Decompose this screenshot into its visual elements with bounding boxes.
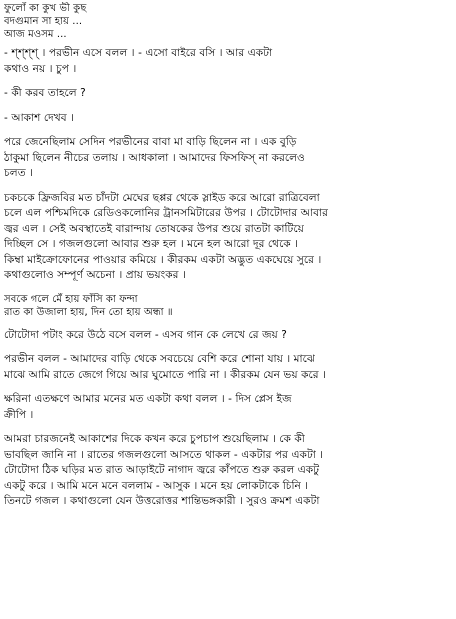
paragraph-10 (4, 392, 450, 423)
text-line: চকচকে ফ্রিজবির মত চাঁদটা মেঘের ছপ্পর থেকে স্লাইড করে আরো রাত্রিবেলা (4, 191, 320, 204)
text-line: ঠাকুমা ছিলেন নীচের তলায় । আধকালা । আমাদের ফিসফিস্‌ না করলেও (4, 151, 305, 164)
text-line: আমরা চারজনেই আকাশের দিকে কখন করে চুপচাপ শুয়েছিলাম । কে কী (4, 433, 305, 445)
text-line: কিম্বা মাইক্রোফোনের পাওয়ার কমিয়ে । কীরকম একটা অদ্ভুত একঘেয়ে সুরে । (4, 253, 322, 266)
text-line: তিনটে গজল । কথাগুলো যেন উত্তরোত্তর শান্তিভঙ্গকারী । সুরও ক্রমশ একটা (4, 495, 320, 507)
text-line: ভাবছিল জানি না । রাতের গজলগুলো আসতে থাকল - একটার পর একটা । (4, 448, 324, 461)
text-line: পরে জেনেছিলাম সেদিন পরভীনের বাবা মা বাড়ি ছিলেন না । এক বুড়ি (4, 136, 297, 148)
text-line: পরভীন বলল - আমাদের বাড়ি থেকে সবচেয়ে বেশি করে শোনা যায় । মাঝে (4, 353, 315, 365)
text-line: কথাও নয় । চুপ । (4, 62, 77, 75)
text-line: - শ্‌শ্‌শ্‌শ্‌ । পরভীন এসে বলল । - এসো বাইরে বসি । আর একটা (4, 47, 273, 59)
paragraph-3 (4, 86, 450, 102)
text-line: ক্ষরিনা এতক্ষণে আমার মনের মত একটা কথা বলল । - দিস প্লেস ইজ (4, 393, 292, 405)
text-line: সবকে গলে মেঁ হায় ফাঁসি কা ফন্দা (4, 293, 138, 305)
text-line: চলত । (4, 167, 33, 179)
paragraph-2 (4, 46, 450, 77)
text-line: আজ মওসম ... (4, 29, 67, 40)
text-line: জ্বর এল । সেই অবস্থাতেই বারান্দায় তোষকের উপর শুয়ে রাতটা কাটিয়ে (4, 222, 304, 235)
paragraph-6 (4, 191, 450, 284)
text-line: কথাগুলোও সম্পূর্ণ অচেনা । প্রায় ভয়ংকর । (4, 269, 186, 281)
text-line: রাত কা উজালা হায়, দিন তো হায় অন্ধা ॥ (4, 306, 173, 318)
paragraph-8 (4, 328, 450, 344)
verse-paragraph-7 (4, 293, 450, 319)
text-line: মাঝে আমি রাতে জেগে গিয়ে আর ঘুমোতে পারি না । কীরকম যেন ভয় করে । (4, 368, 326, 381)
text-line: একটু করে । আমি মনে মনে বললাম - আসুক । মনে হয় লোকটাকে চিনি । (4, 479, 309, 492)
verse-paragraph-1 (4, 2, 450, 41)
paragraph-4 (4, 111, 450, 127)
text-line: টোটোদা ঠিক ঘড়ির মত রাত আড়াইটে নাগাদ জ্বরে কাঁপতে শুরু করল একটু (4, 464, 320, 476)
text-line: দিচ্ছিল সে । গজলগুলো আবার শুরু হল । মনে হল আরো দূর থেকে । (4, 238, 299, 250)
paragraph-11 (4, 432, 450, 510)
text-line: চলে এল পশ্চিমদিকে রেডিওকলোনির ট্রানসমিটারের উপর । টোটোদার আবার (4, 207, 328, 219)
text-line: - আকাশ দেখব । (4, 111, 75, 124)
text-line: ফুলোঁ কা কুখ ভী কুছ (4, 3, 87, 14)
text-line: - কী করব তাহলে ? (4, 87, 86, 99)
paragraph-5 (4, 135, 450, 182)
paragraph-9 (4, 352, 450, 383)
text-line: টোটোদা পটাং করে উঠে বসে বলল - এসব গান কে লেখে রে জয় ? (4, 328, 287, 341)
text-line: বদগুমান সা হায় ... (4, 16, 83, 27)
text-line: ক্রীপি । (4, 408, 34, 421)
